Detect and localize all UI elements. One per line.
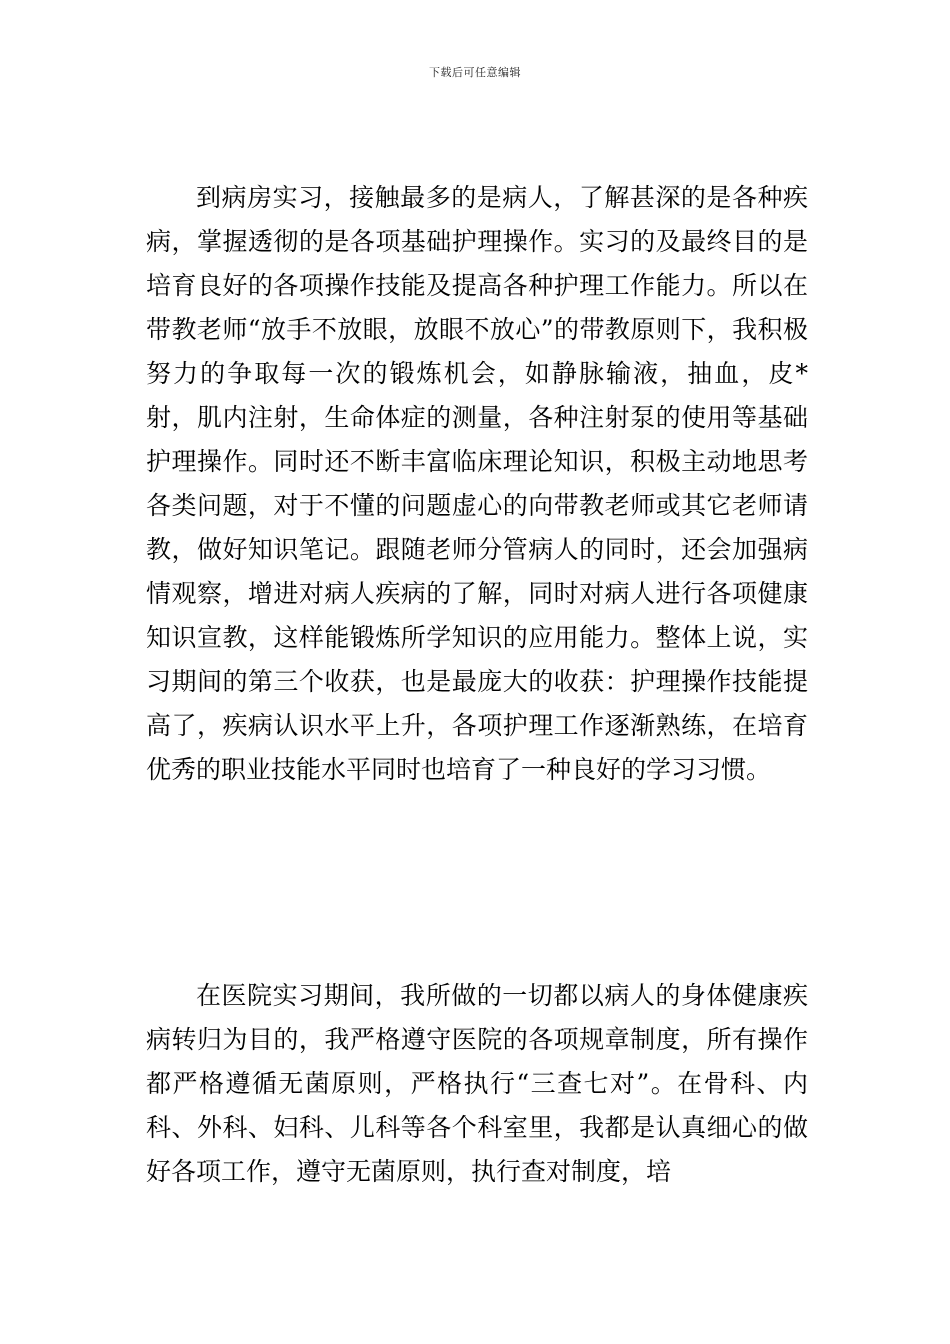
paragraph-2: 在医院实习期间，我所做的一切都以病人的身体健康疾病转归为目的，我严格遵守医院的各项规章制度，所有操作都严格遵循无菌原则，严格执行“三查七对”。在骨科、内科、外科、妇科、儿科等各个科室里，我都是认真细心的做好各项工作，遵守无菌原则，执行查对制度，培 xyxy=(146,981,808,1186)
header-note: 下载后可任意编辑 xyxy=(429,66,521,79)
paragraph-1: 到病房实习，接触最多的是病人，了解甚深的是各种疾病，掌握透彻的是各项基础护理操作。实习的及最终目的是培育良好的各项操作技能及提高各种护理工作能力。所以在带教老师“放手不放眼，放眼不放心”的带教原则下，我积极努力的争取每一次的锻炼机会，如静脉输液，抽血，皮*射，肌内注射，生命体症的测量，各种注射泵的使用等基础护理操作。同时还不断丰富临床理论知识，积极主动地思考各类问题，对于不懂的问题虚心的向带教老师或其它老师请教，做好知识笔记。跟随老师分管病人的同时，还会加强病情观察，增进对病人疾病的了解，同时对病人进行各项健康知识宣教，这样能锻炼所学知识的应用能力。整体上说，实习期间的第三个收获，也是最庞大的收获：护理操作技能提高了，疾病认识水平上升，各项护理工作逐渐熟练，在培育优秀的职业技能水平同时也培育了一种良好的学习习惯。 xyxy=(146,183,808,784)
